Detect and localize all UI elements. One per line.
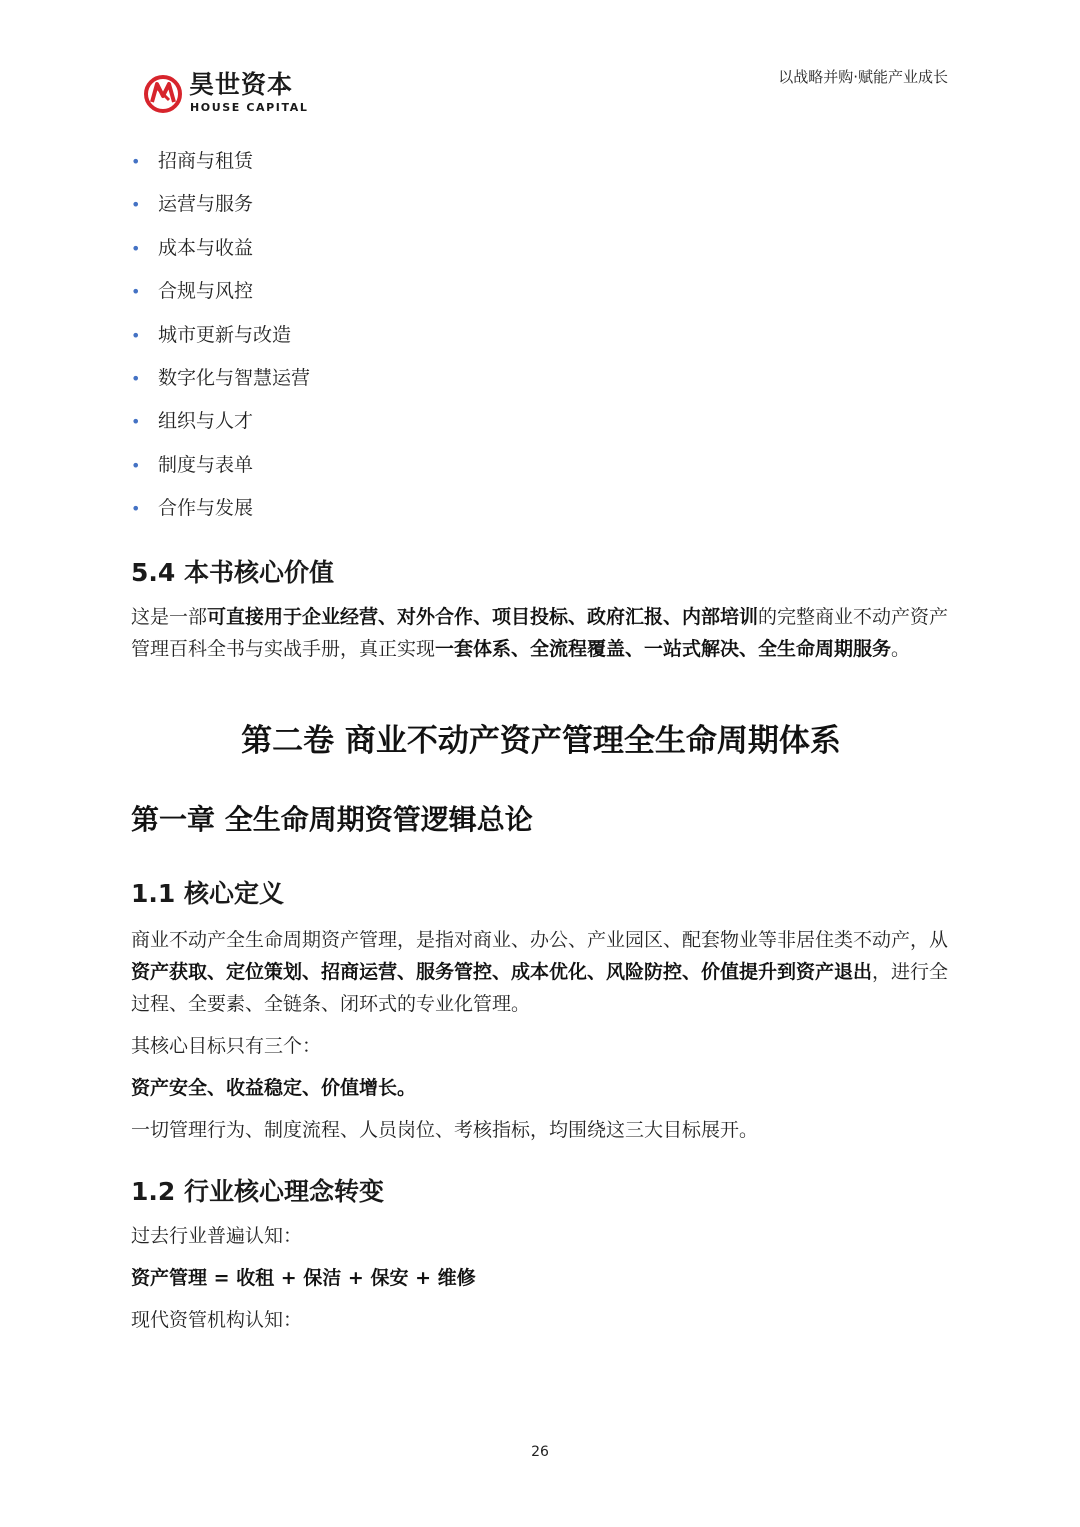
bullet-dot-icon: • [131, 455, 141, 475]
bullet-dot-icon: • [131, 282, 141, 302]
bullet-list [131, 140, 951, 531]
list-item [131, 227, 951, 270]
list-item-text: 制度与表单 [158, 453, 254, 476]
past-view-formula [131, 1262, 951, 1294]
page-header [0, 0, 1080, 130]
text-run: 的完整商业不动产资产管理百科全书与实战手册，真正实现 [131, 605, 949, 660]
section-5-4-paragraph [131, 601, 951, 665]
section-heading-1-1: 1.1 核心定义 [131, 878, 284, 908]
core-goals-statement [131, 1072, 951, 1104]
section-1-1-paragraph [131, 924, 951, 1020]
core-goals-intro: 其核心目标只有三个： [131, 1034, 322, 1057]
bullet-dot-icon: • [131, 499, 141, 519]
list-item-text: 数字化与智慧运营 [158, 366, 311, 389]
chapter-title: 第一章 全生命周期资管逻辑总论 [131, 802, 533, 836]
list-item [131, 357, 951, 400]
list-item-text: 运营与服务 [158, 193, 254, 216]
company-logo [143, 70, 323, 120]
bold-text-run: 一套体系、全流程覆盖、一站式解决、全生命周期服务 [435, 637, 892, 660]
list-item-text: 合作与发展 [158, 497, 254, 520]
text-run: 商业不动产全生命周期资产管理，是指对商业、办公、产业园区、配套物业等非居住类不动产，从 [131, 928, 949, 951]
list-item [131, 270, 951, 313]
list-item [131, 400, 951, 443]
bold-text-run: 资产管理 = 收租 + 保洁 + 保安 + 维修 [131, 1266, 476, 1289]
bold-text-run: 资产安全、收益稳定、价值增长。 [131, 1076, 417, 1099]
list-item-text: 组织与人才 [158, 410, 254, 433]
past-view-intro: 过去行业普遍认知： [131, 1224, 303, 1247]
modern-view-intro: 现代资管机构认知： [131, 1308, 303, 1331]
list-item-text: 招商与租赁 [158, 150, 254, 172]
logo-chinese-name: 昊世资本 [189, 70, 294, 99]
text-run: 这是一部 [131, 605, 208, 628]
list-item-text: 城市更新与改造 [158, 323, 292, 346]
volume-title: 第二卷 商业不动产资产管理全生命周期体系 [241, 722, 841, 759]
bold-text-run: 资产获取、定位策划、招商运营、服务管控、成本优化、风险防控、价值提升到资产退出 [131, 960, 873, 983]
bullet-dot-icon: • [131, 195, 141, 215]
list-item [131, 487, 951, 530]
bullet-dot-icon: • [131, 238, 141, 258]
page-content [131, 140, 951, 1336]
section-heading-5-4: 5.4 本书核心价值 [131, 557, 334, 587]
section-heading-1-2: 1.2 行业核心理念转变 [131, 1176, 384, 1206]
text-run: ，进行全过程、全要素、全链条、闭环式的专业化管理。 [131, 960, 949, 1015]
bullet-dot-icon: • [131, 412, 141, 432]
logo-english-name: HOUSE CAPITAL [190, 101, 309, 114]
bullet-dot-icon: • [131, 325, 141, 345]
list-item [131, 314, 951, 357]
list-item [131, 444, 951, 487]
list-item-text: 合规与风控 [158, 280, 254, 303]
bold-text-run: 可直接用于企业经营、对外合作、项目投标、政府汇报、内部培训 [207, 605, 759, 628]
text-run: 。 [891, 637, 911, 660]
core-goals-summary: 一切管理行为、制度流程、人员岗位、考核指标，均围绕这三大目标展开。 [131, 1118, 759, 1141]
header-slogan: 以战略并购·赋能产业成长 [778, 68, 948, 86]
bullet-dot-icon: • [131, 152, 141, 171]
page-number: 26 [531, 1444, 549, 1460]
list-item [131, 140, 951, 183]
bullet-dot-icon: • [131, 368, 141, 388]
house-capital-logo-icon [143, 70, 183, 114]
list-item [131, 183, 951, 226]
list-item-text: 成本与收益 [158, 236, 254, 259]
